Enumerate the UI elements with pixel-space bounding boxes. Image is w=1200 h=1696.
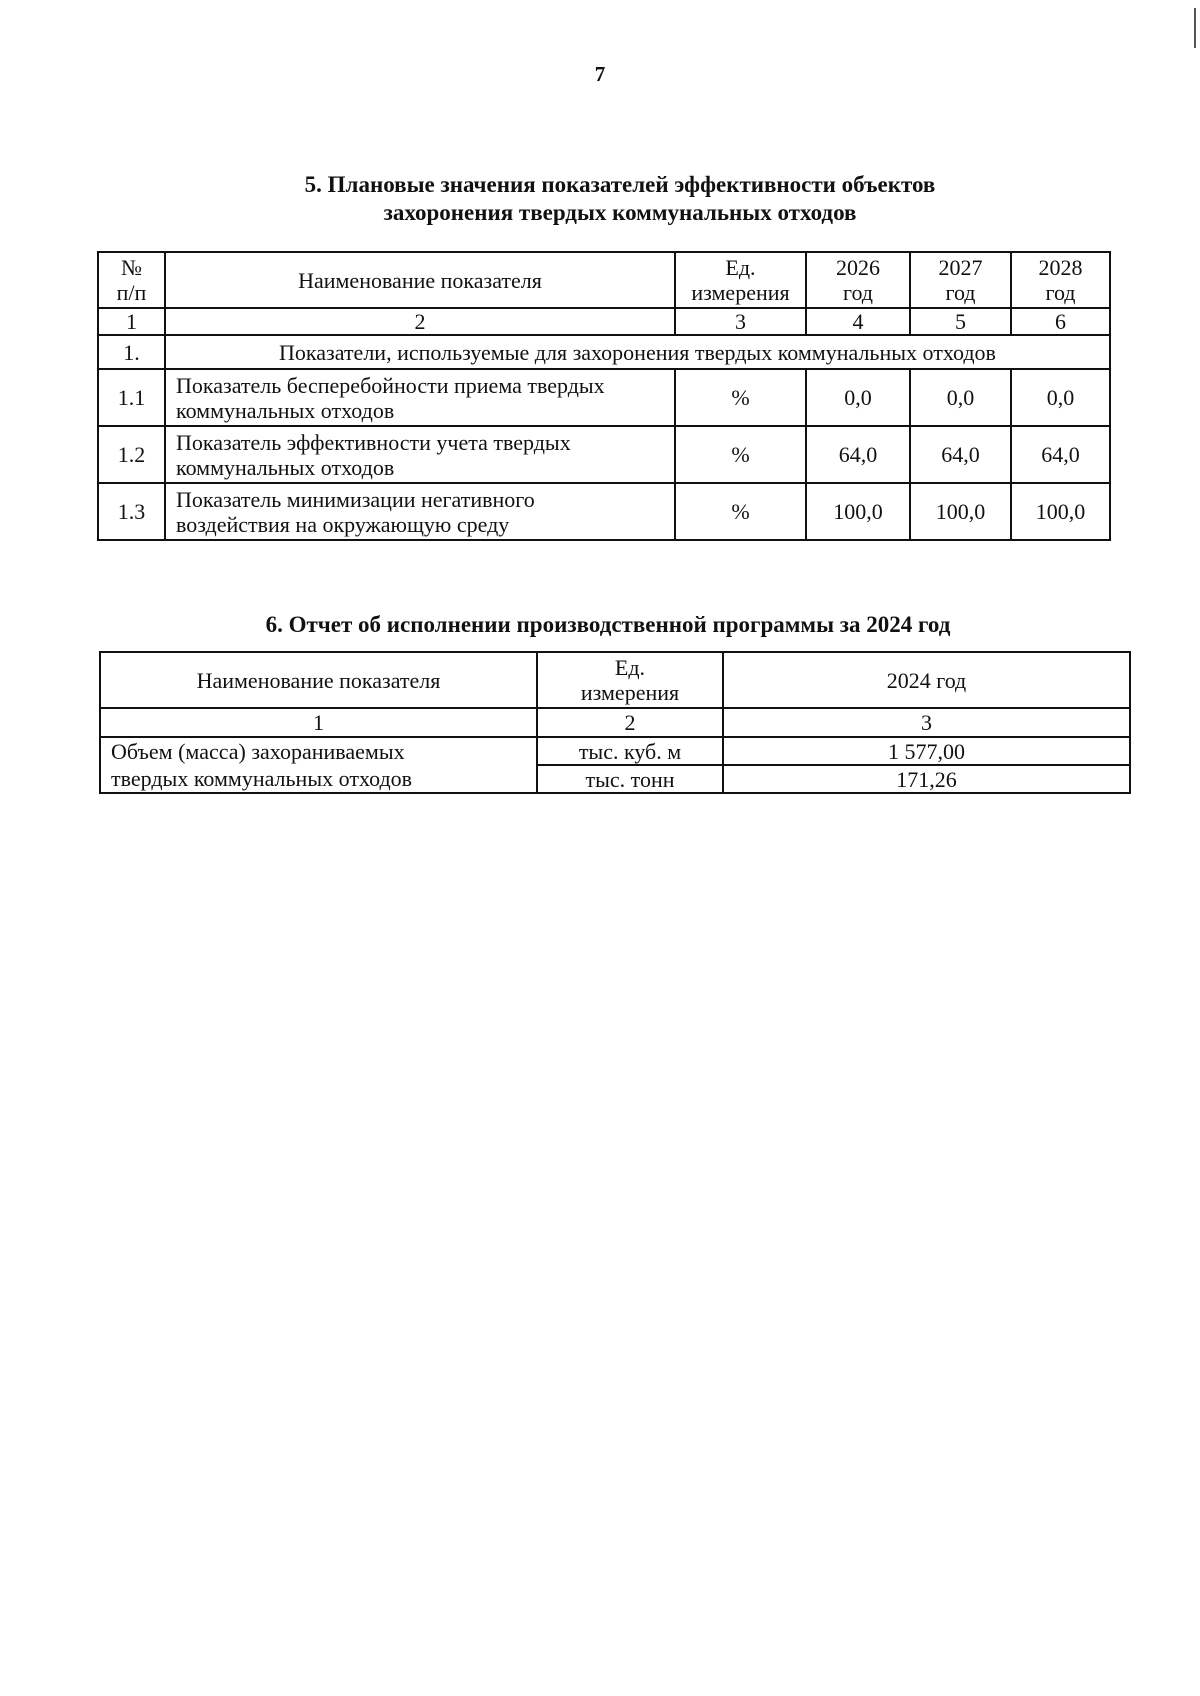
section-6-title: 6. Отчет об исполнении производственной программы за 2024 год	[265, 612, 951, 637]
header-year-2027: 2027 год	[910, 252, 1011, 308]
header-year-2024: 2024 год	[723, 652, 1130, 708]
col-number: 4	[806, 308, 910, 335]
row-value-2027: 100,0	[910, 483, 1011, 540]
row-value-2026: 100,0	[806, 483, 910, 540]
row-num: 1.2	[98, 426, 165, 483]
scan-edge-mark	[1194, 8, 1196, 48]
row-indicator-name: Показатель бесперебойности приема твердых коммунальных отходов	[165, 369, 675, 426]
col-number: 3	[675, 308, 806, 335]
col-number: 1	[98, 308, 165, 335]
header-num: № п/п	[98, 252, 165, 308]
header-unit: Ед. измерения	[537, 652, 723, 708]
col-number: 3	[723, 708, 1130, 737]
header-year-2026: 2026 год	[806, 252, 910, 308]
row-unit: тыс. куб. м	[537, 737, 723, 765]
indicator-name-line1: Объем (масса) захораниваемых	[100, 737, 537, 765]
table-row	[98, 426, 1110, 483]
col-number: 5	[910, 308, 1011, 335]
table-row	[98, 483, 1110, 540]
row-value-2027: 64,0	[910, 426, 1011, 483]
header-year-2028: 2028 год	[1011, 252, 1110, 308]
row-num: 1.3	[98, 483, 165, 540]
header-unit: Ед. измерения	[675, 252, 806, 308]
row-unit: %	[675, 426, 806, 483]
production-program-report-table	[99, 651, 1131, 794]
table-row	[98, 369, 1110, 426]
header-indicator-name: Наименование показателя	[100, 652, 537, 708]
row-value-2028: 0,0	[1011, 369, 1110, 426]
section-5-title-line2: захоронения твердых коммунальных отходов	[383, 200, 857, 225]
header-indicator-name: Наименование показателя	[165, 252, 675, 308]
col-number: 2	[165, 308, 675, 335]
section-5-title-line1: 5. Плановые значения показателей эффективности объектов	[304, 172, 936, 197]
column-number-row	[98, 308, 1110, 335]
col-number: 2	[537, 708, 723, 737]
group-num: 1.	[98, 335, 165, 369]
row-indicator-name: Показатель минимизации негативного воздействия на окружающую среду	[165, 483, 675, 540]
col-number: 1	[100, 708, 537, 737]
row-unit: %	[675, 483, 806, 540]
table-header-row	[100, 652, 1130, 708]
group-row	[98, 335, 1110, 369]
row-unit: %	[675, 369, 806, 426]
table-row	[100, 765, 1130, 793]
column-number-row	[100, 708, 1130, 737]
row-value-2026: 0,0	[806, 369, 910, 426]
efficiency-indicators-table	[97, 251, 1111, 541]
table-row	[100, 737, 1130, 765]
group-label: Показатели, используемые для захоронения твердых коммунальных отходов	[165, 335, 1110, 369]
row-value-2027: 0,0	[910, 369, 1011, 426]
row-unit: тыс. тонн	[537, 765, 723, 793]
row-value-2026: 64,0	[806, 426, 910, 483]
indicator-name-line2: твердых коммунальных отходов	[100, 765, 537, 793]
section-5-title	[20, 171, 1200, 227]
row-value: 1 577,00	[723, 737, 1130, 765]
row-value-2028: 100,0	[1011, 483, 1110, 540]
row-value-2028: 64,0	[1011, 426, 1110, 483]
col-number: 6	[1011, 308, 1110, 335]
table-header-row	[98, 252, 1110, 308]
row-indicator-name: Показатель эффективности учета твердых коммунальных отходов	[165, 426, 675, 483]
row-value: 171,26	[723, 765, 1130, 793]
row-num: 1.1	[98, 369, 165, 426]
page-number: 7	[594, 62, 606, 86]
